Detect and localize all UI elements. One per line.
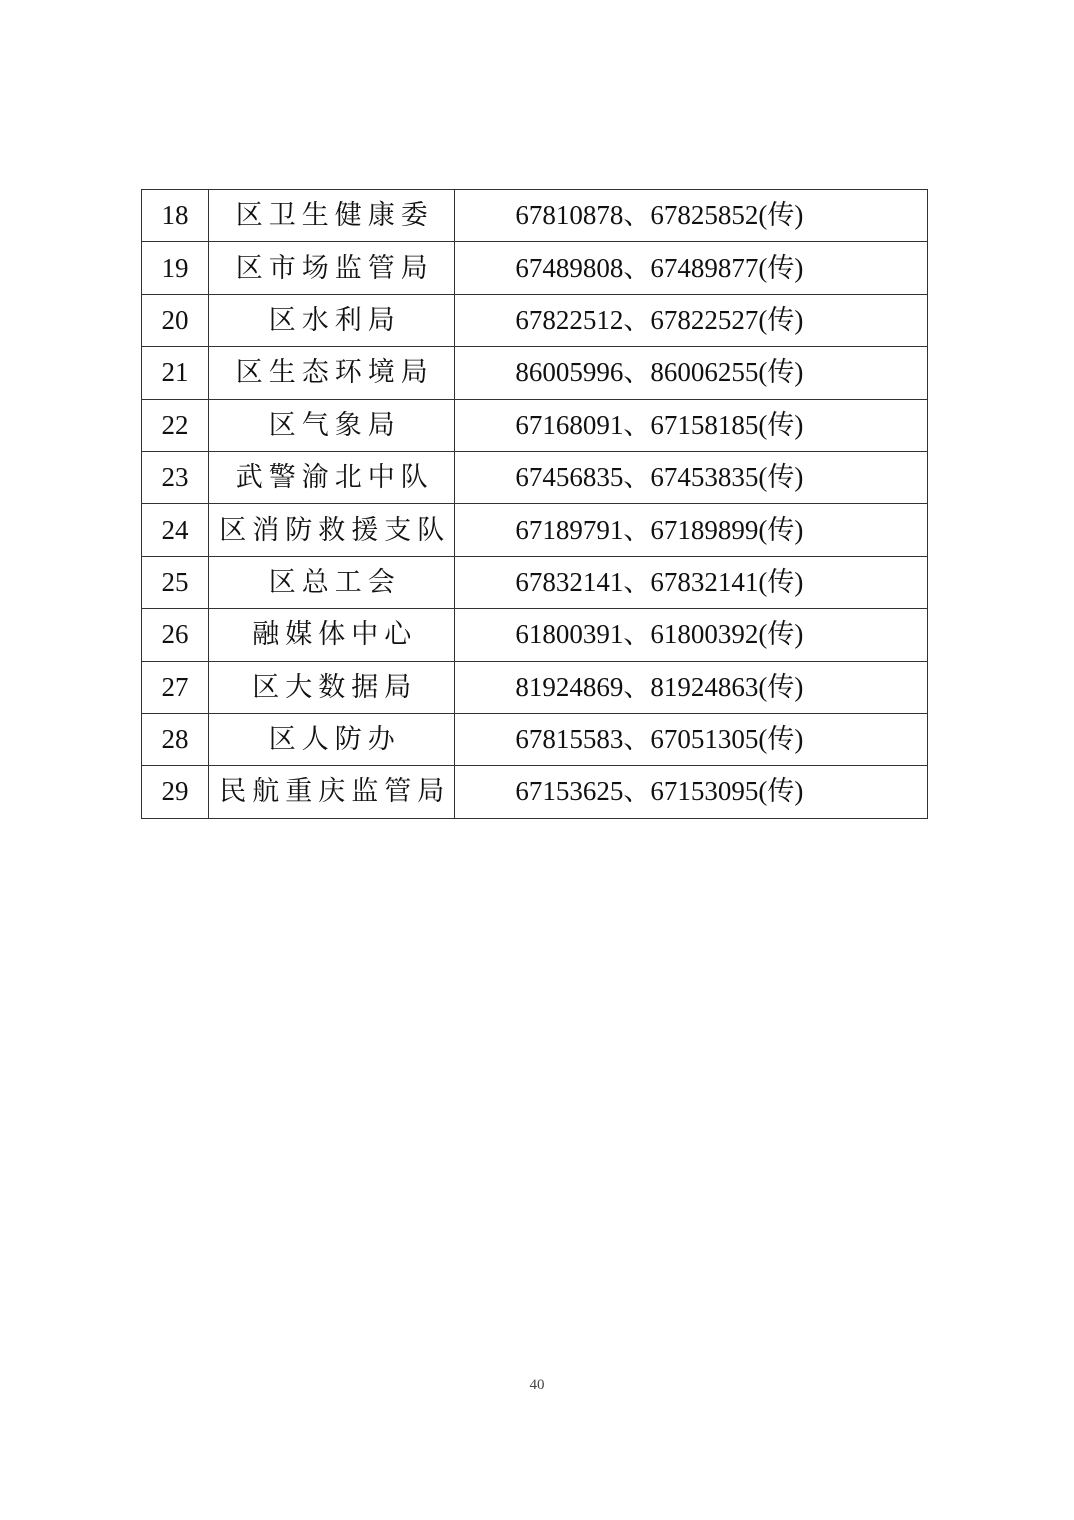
contact-table — [141, 189, 928, 819]
phone-numbers: 81924869、81924863(传) — [455, 661, 928, 713]
row-number: 23 — [142, 451, 209, 503]
table-row — [142, 766, 928, 818]
table-row — [142, 609, 928, 661]
unit-name: 区气象局 — [209, 399, 455, 451]
row-number: 29 — [142, 766, 209, 818]
unit-name: 融媒体中心 — [209, 609, 455, 661]
unit-name: 区水利局 — [209, 294, 455, 346]
table-row — [142, 713, 928, 765]
row-number: 18 — [142, 190, 209, 242]
row-number: 28 — [142, 713, 209, 765]
unit-name: 区总工会 — [209, 556, 455, 608]
phone-numbers: 67815583、67051305(传) — [455, 713, 928, 765]
row-number: 24 — [142, 504, 209, 556]
table-row — [142, 399, 928, 451]
phone-numbers: 67832141、67832141(传) — [455, 556, 928, 608]
phone-numbers: 67810878、67825852(传) — [455, 190, 928, 242]
unit-name: 民航重庆监管局 — [209, 766, 455, 818]
table-row — [142, 242, 928, 294]
unit-name: 区人防办 — [209, 713, 455, 765]
row-number: 27 — [142, 661, 209, 713]
page-number: 40 — [529, 1377, 545, 1393]
phone-numbers: 67456835、67453835(传) — [455, 451, 928, 503]
table-row — [142, 661, 928, 713]
row-number: 22 — [142, 399, 209, 451]
table-row — [142, 347, 928, 399]
table-row — [142, 190, 928, 242]
row-number: 25 — [142, 556, 209, 608]
unit-name: 区卫生健康委 — [209, 190, 455, 242]
phone-numbers: 67153625、67153095(传) — [455, 766, 928, 818]
table-row — [142, 556, 928, 608]
phone-numbers: 61800391、61800392(传) — [455, 609, 928, 661]
unit-name: 区市场监管局 — [209, 242, 455, 294]
unit-name: 武警渝北中队 — [209, 451, 455, 503]
unit-name: 区消防救援支队 — [209, 504, 455, 556]
phone-numbers: 67489808、67489877(传) — [455, 242, 928, 294]
table-row — [142, 451, 928, 503]
row-number: 19 — [142, 242, 209, 294]
row-number: 26 — [142, 609, 209, 661]
phone-numbers: 86005996、86006255(传) — [455, 347, 928, 399]
phone-numbers: 67168091、67158185(传) — [455, 399, 928, 451]
row-number: 21 — [142, 347, 209, 399]
unit-name: 区生态环境局 — [209, 347, 455, 399]
table-row — [142, 294, 928, 346]
table-row — [142, 504, 928, 556]
unit-name: 区大数据局 — [209, 661, 455, 713]
phone-numbers: 67822512、67822527(传) — [455, 294, 928, 346]
row-number: 20 — [142, 294, 209, 346]
phone-numbers: 67189791、67189899(传) — [455, 504, 928, 556]
